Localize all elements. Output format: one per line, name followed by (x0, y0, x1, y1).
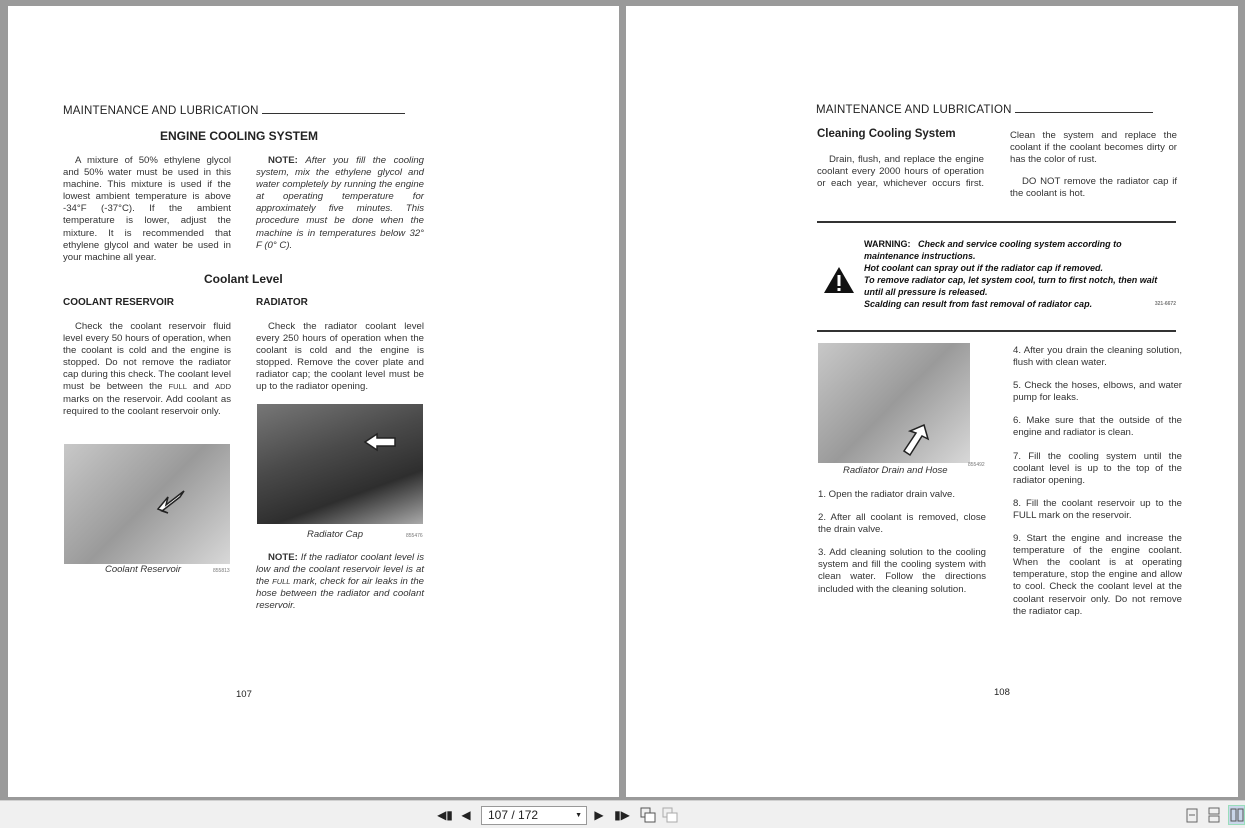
fit-width-icon[interactable] (662, 807, 678, 823)
pdf-page-107 (8, 6, 619, 797)
step: 9. Start the engine and increase the temperature of the engine coolant. When the coolant is at operating temperature, stop the engine and allow to cool. Check the coolant level at the coolant reservoir only. Do not remove the radiator cap. (1013, 533, 1182, 617)
step: 1. Open the radiator drain valve. (818, 489, 956, 500)
radiator-drain-photo (818, 343, 970, 463)
note-cooling: NOTE: After you fill the cooling system, mix the ethylene glycol and water completely by running the engine at operating temperature for approximately five minutes. This procedure must be done when the machine is in temperatures below 32° F (0° C). (256, 155, 424, 251)
section-heading: Coolant Level (204, 272, 283, 286)
last-page-icon[interactable]: ▮▶ (614, 808, 630, 822)
radiator-heading: RADIATOR (256, 297, 308, 308)
figure-caption: Radiator Cap (307, 529, 363, 540)
viewer-toolbar (0, 800, 1245, 828)
arrow-icon (902, 423, 930, 457)
two-page-icon[interactable] (1228, 805, 1245, 825)
coolant-reservoir-photo (64, 444, 230, 564)
chevron-down-icon: ▼ (575, 812, 582, 819)
step: 6. Make sure that the outside of the engine and radiator is clean. (1013, 415, 1182, 439)
running-header: MAINTENANCE AND LUBRICATION (816, 104, 1153, 116)
figure-number: 855476 (406, 533, 423, 539)
step: 7. Fill the cooling system until the coolant level is up to the top of the radiator opening. (1013, 450, 1182, 486)
page-number: 108 (994, 687, 1010, 698)
note-air-leaks: NOTE: If the radiator coolant level is low and the coolant reservoir level is at the FULL mark, check for air leaks in the hose between the radiator and coolant reservoir. (256, 552, 424, 612)
figure-number: 855813 (213, 568, 230, 574)
step: 4. After you drain the cleaning solution, flush with clean water. (1013, 345, 1182, 369)
intro-text: A mixture of 50% ethylene glycol and 50% water must be used in this machine. This mixture is used if the lowest ambient temperature is above -34°F (-37°C). If the ambient temperature is lower, adjust the mixture. It is recommended that ethylene glycol and water be used in your machine all year. (63, 155, 231, 263)
page-title: Cleaning Cooling System (817, 128, 956, 140)
figure-caption: Coolant Reservoir (105, 564, 182, 575)
previous-page-icon[interactable]: ◀ (461, 808, 471, 822)
caution-text: DO NOT remove the radiator cap if the coolant is hot. (1010, 176, 1177, 200)
page-number: 107 (236, 689, 252, 700)
pdf-page-108 (626, 6, 1238, 797)
step: 8. Fill the coolant reservoir up to the FULL mark on the reservoir. (1013, 497, 1182, 521)
warning-box: WARNING: Check and service cooling system according to maintenance instructions. Hot coolant can spray out if the radiator cap if removed. To remove radiator cap, let system cool, turn to first notch, then wait until all pressure is released. Scalding can result from fast removal of radiator cap. 321-6672 (864, 239, 1176, 309)
steps-right (1013, 345, 1182, 618)
steps-left (818, 489, 986, 596)
page-title: ENGINE COOLING SYSTEM (160, 129, 319, 143)
figure-number: 855492 (968, 462, 985, 468)
divider (817, 330, 1176, 332)
arrow-icon (154, 489, 188, 515)
first-page-icon[interactable]: ◀▮ (437, 808, 453, 822)
step: 3. Add cleaning solution to the cooling system and fill the cooling system with clean water. Follow the directions included with the cleaning solution. (818, 547, 986, 595)
step: 5. Check the hoses, elbows, and water pump for leaks. (1013, 380, 1182, 404)
coolant-reservoir-heading: COOLANT RESERVOIR (63, 297, 174, 308)
intro-text: Drain, flush, and replace the engine coolant every 2000 hours of operation or each year, whichever occurs first. Clean the system and replace the coolant if the coolant becomes dirty or has the color of rust. DO NOT remove the radiator cap if the coolant is hot. (817, 130, 1177, 200)
continuous-page-icon[interactable] (1207, 807, 1221, 823)
fit-page-icon[interactable] (640, 807, 656, 823)
single-page-icon[interactable] (1185, 807, 1199, 823)
divider (817, 221, 1176, 223)
radiator-cap-photo (257, 404, 423, 524)
step: 2. After all coolant is removed, close the drain valve. (818, 512, 986, 536)
next-page-icon[interactable]: ▶ (594, 808, 604, 822)
radiator-text: Check the radiator coolant level every 250 hours of operation when the coolant is cold and the engine is stopped. Remove the cover plate and radiator cap; the coolant level must be up to the radiator opening. (256, 321, 424, 393)
figure-caption: Radiator Drain and Hose (843, 465, 948, 476)
warning-icon (823, 266, 855, 294)
running-header: MAINTENANCE AND LUBRICATION (63, 105, 405, 117)
coolant-reservoir-text: Check the coolant reservoir fluid level every 50 hours of operation, when the coolant is cold and the engine is stopped. Do not remove the radiator cap during this check. The coolant level must be between the FULL and ADD marks on the reservoir. Add coolant as required to the coolant reservoir only. (63, 321, 231, 417)
page-number-select[interactable]: 107 / 172 ▼ (481, 806, 587, 825)
arrow-icon (363, 432, 397, 452)
